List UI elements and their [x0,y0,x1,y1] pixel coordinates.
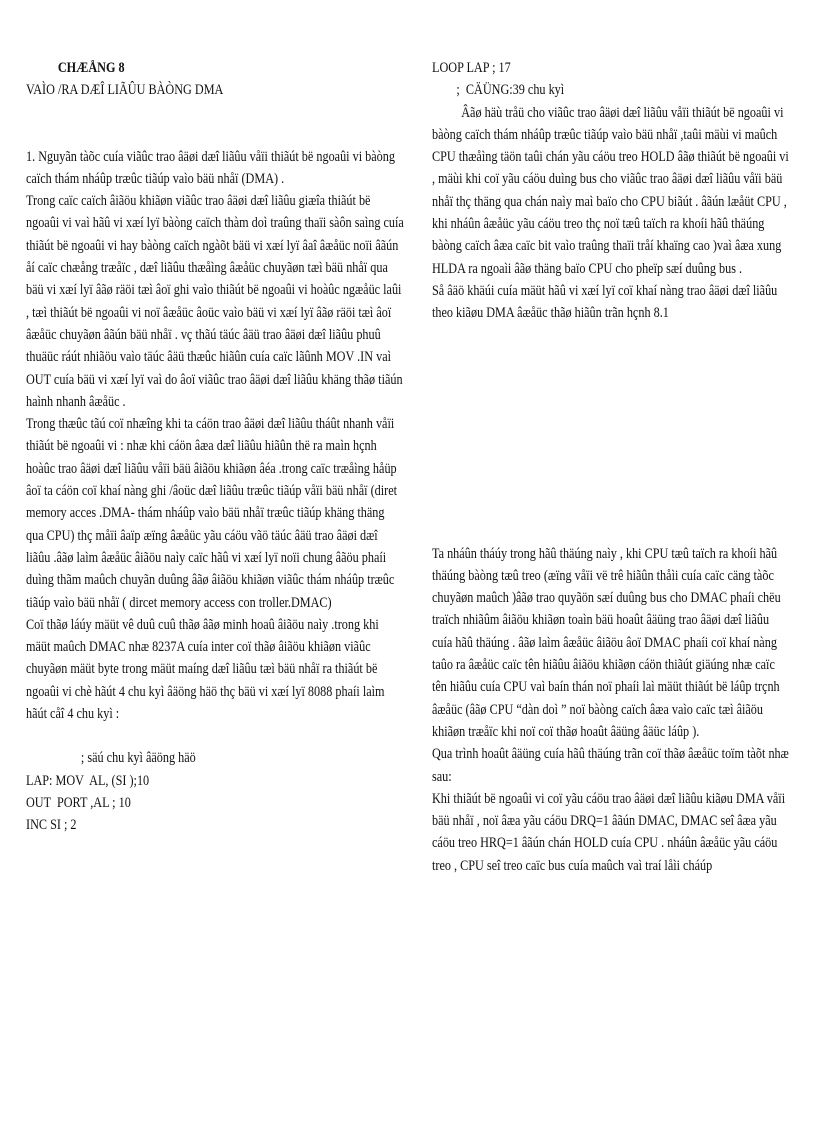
paragraph-fast-transfer: Trong thæûc tãú coï nhæîng khi ta cáön trao âäøi dæî liãûu tháût nhanh våïi thiãút bë ngoaûi vi : nhæ khi cáön âæa dæî liãûu hiãûn thë ra maìn hçnh hoàûc trao âäøi dæî liãûu våïi bäü âiãöu khiãøn âéa .trong caïc træåìng håüp âoï ta cáön coï khaí nàng ghi /âoüc dæî liãûu træûc tiãúp våïi bäü nhåï (diret memory acces .DMA- thám nháûp vaìo bäü nhåï træûc tiãúp khäng thäng qua CPU) thç måïi âaïp æïng âæåüc yãu cáöu vãö täúc âäü trao âäøi dæî liãûu .âãø laìm âæåüc âiãöu naìy caïc hãû vi xæí lyï noïi chung âãöu phaíi duìng thãm maûch chuyãn duûng âãø âiãöu khiãøn viãûc thám nháûp træûc tiãúp vaìo bäü nhåï ( dircet memory access con troller.DMAC) [26,416,398,611]
paragraph-example: Coï thãø láúy mäüt vê duû cuû thãø âãø minh hoaû âiãöu naìy .trong khi mäüt maûch DMAC nhæ 8237A cuía inter coï thãø âiãöu khiãøn viãûc chuyãøn mäüt byte trong mäüt maíng dæî liãûu tæì bäü nhåï ra thiãút bë ngoaûi vi chè hãút 4 chu kyì âäöng häö thç bäü vi xæí lyï 8088 phaíi laìm hãút cåî 4 chu kyì : [26,616,385,723]
paragraph-dma-sequence: Khi thiãút bë ngoaûi vi coï yãu cáöu trao âäøi dæî liãûu kiãøu DMA våïi bäü nhåï , noï âæa yãu cáöu DRQ=1 âãún DMAC, DMAC seî âæa yãu cáöu treo HRQ=1 âãún chán HOLD cuía CPU . nháûn âæåüc yãu cáöu treo , CPU seî treo caïc bus cuía maûch vaì traí låìi cháúp [432,790,786,874]
paragraph-dma-principle: 1. Nguyãn tàõc cuía viãûc trao âäøi dæî liãûu våïi thiãút bë ngoaûi vi bàòng caïch thám nháûp træûc tiãúp vaìo bäü nhåï (DMA) . [26,148,395,187]
left-column [26,0,404,837]
right-column [432,0,791,877]
paragraph-dmac-control: Ta nháûn tháúy trong hãû thäúng naìy , khi CPU tæû taïch ra khoíi hãû thäúng bàòng tæû treo (æïng våïi vë trê hiãûn thåìi cuía caïc cäng tàõc chuyãøn maûch )âãø trao quyãön sæí duûng bus cho DMAC phaíi chëu traïch nhiãûm âiãöu khiãøn toaìn bäü hoaût âäüng trao âäøi dæî liãûu cuía hãû thäúng . âãø laìm âæåüc âiãöu âoï DMAC phaíi coï khaí nàng taûo ra âæåüc caïc tên hiãûu âiãöu khiãøn cáön thiãút giäúng nhæ caïc tên hiãûu cuía CPU vaì baín thán noï phaíi laì mäüt thiãút bë láûp trçnh âæåüc (âãø CPU “dàn doì ” noï bàòng caïch âæa vaìo caïc tæì âiãöu khiãøn træåïc khi noï coï thãø hoaût âäüng âäüc láûp ). [432,545,781,740]
paragraph-io-methods: Trong caïc caïch âiãöu khiãøn viãûc trao âäøi dæî liãûu giæîa thiãút bë ngoaûi vi vaì hãû vi xæí lyï bàòng caïch thàm doì traûng thaïi sàôn saìng cuía thiãút bë ngoaûi vi hay bàòng caïch ngàõt bäü vi xæí lyï âaî âæåüc noïi âãún åí caïc chæång træåïc , dæî liãûu thæåìng âæåüc chuyãøn tæì bäü nhåï qua bäü vi xæí lyï âãø räöi tæì âoï ghi vaìo thiãút bë ngoaûi vi hoàûc ngæåüc laûi , tæì thiãút bë ngoaûi vi noï âæåüc âoüc vaìo bäü vi xæí lyï âãø räöi tæì âoï âæåüc chuyãøn âãún bäü nhåï . vç thãú täúc âäü trao âäøi dæî liãûu phuû thuäüc ráút nhiãöu vaìo täúc âäü thæûc hiãûn cuía caïc lãûnh MOV .IN vaì OUT cuía bäü vi xæí lyï vaì do âoï viãûc trao âäøi dæî liãûu khäng thãø tiãún haình nhanh âæåüc . [26,193,404,410]
code-line-total: ; CÄÜNG:39 chu kyì [432,82,565,99]
paragraph-hold-request: Âãø häù tråü cho viãûc trao âäøi dæî liãûu våïi thiãút bë ngoaûi vi bàòng caïch thám nháûp træûc tiãúp vaìo bäü nhåï ,taûi mäùi vi maûch CPU thæåìng täön taûi chán yãu cáöu treo HOLD âãø thiãút bë ngoaûi vi , mäùi khi coï yãu cáöu duìng bus cho viãûc trao âäøi dæî liãûu våïi bäü nhåï thç thäng qua chán naìy maì baïo cho CPU biãút . âãún læåüt CPU , khi nháûn âæåüc yãu cáöu treo thç noï tæû taïch ra khoíi hãû thäúng bàòng caïch âæa caïc bit vaìo traûng thaïi tråí khaïng cao )vaì âæa xung HLDA ra ngoaìi âãø thäng baïo CPU cho pheïp sæí duûng bus . [432,104,789,277]
code-comment-line: ; säú chu kyì âäöng häö [26,750,196,767]
paragraph-summary-intro: Qua trình hoaût âäüng cuía hãû thäúng trãn coï thãø âæåüc toïm tàõt nhæ sau: [432,746,789,785]
figure-space [432,325,791,543]
code-line-out: OUT PORT ,AL ; 10 [26,794,131,811]
chapter-subtitle: VAÌO /RA DÆÎ LIÃÛU BÀÒNG DMA [26,82,224,99]
code-line-loop: LOOP LAP ; 17 [432,60,511,76]
chapter-title: CHÆÅNG 8 [57,60,125,76]
paragraph-block-diagram: Så âäö khäúi cuía mäüt hãû vi xæí lyï coï khaí nàng trao âäøi dæî liãûu theo kiãøu DMA âæåüc thãø hiãûn trãn hçnh 8.1 [432,282,778,322]
code-line-inc: INC SI ; 2 [26,817,77,834]
code-line-lap: LAP: MOV AL, (SI );10 [26,772,150,789]
